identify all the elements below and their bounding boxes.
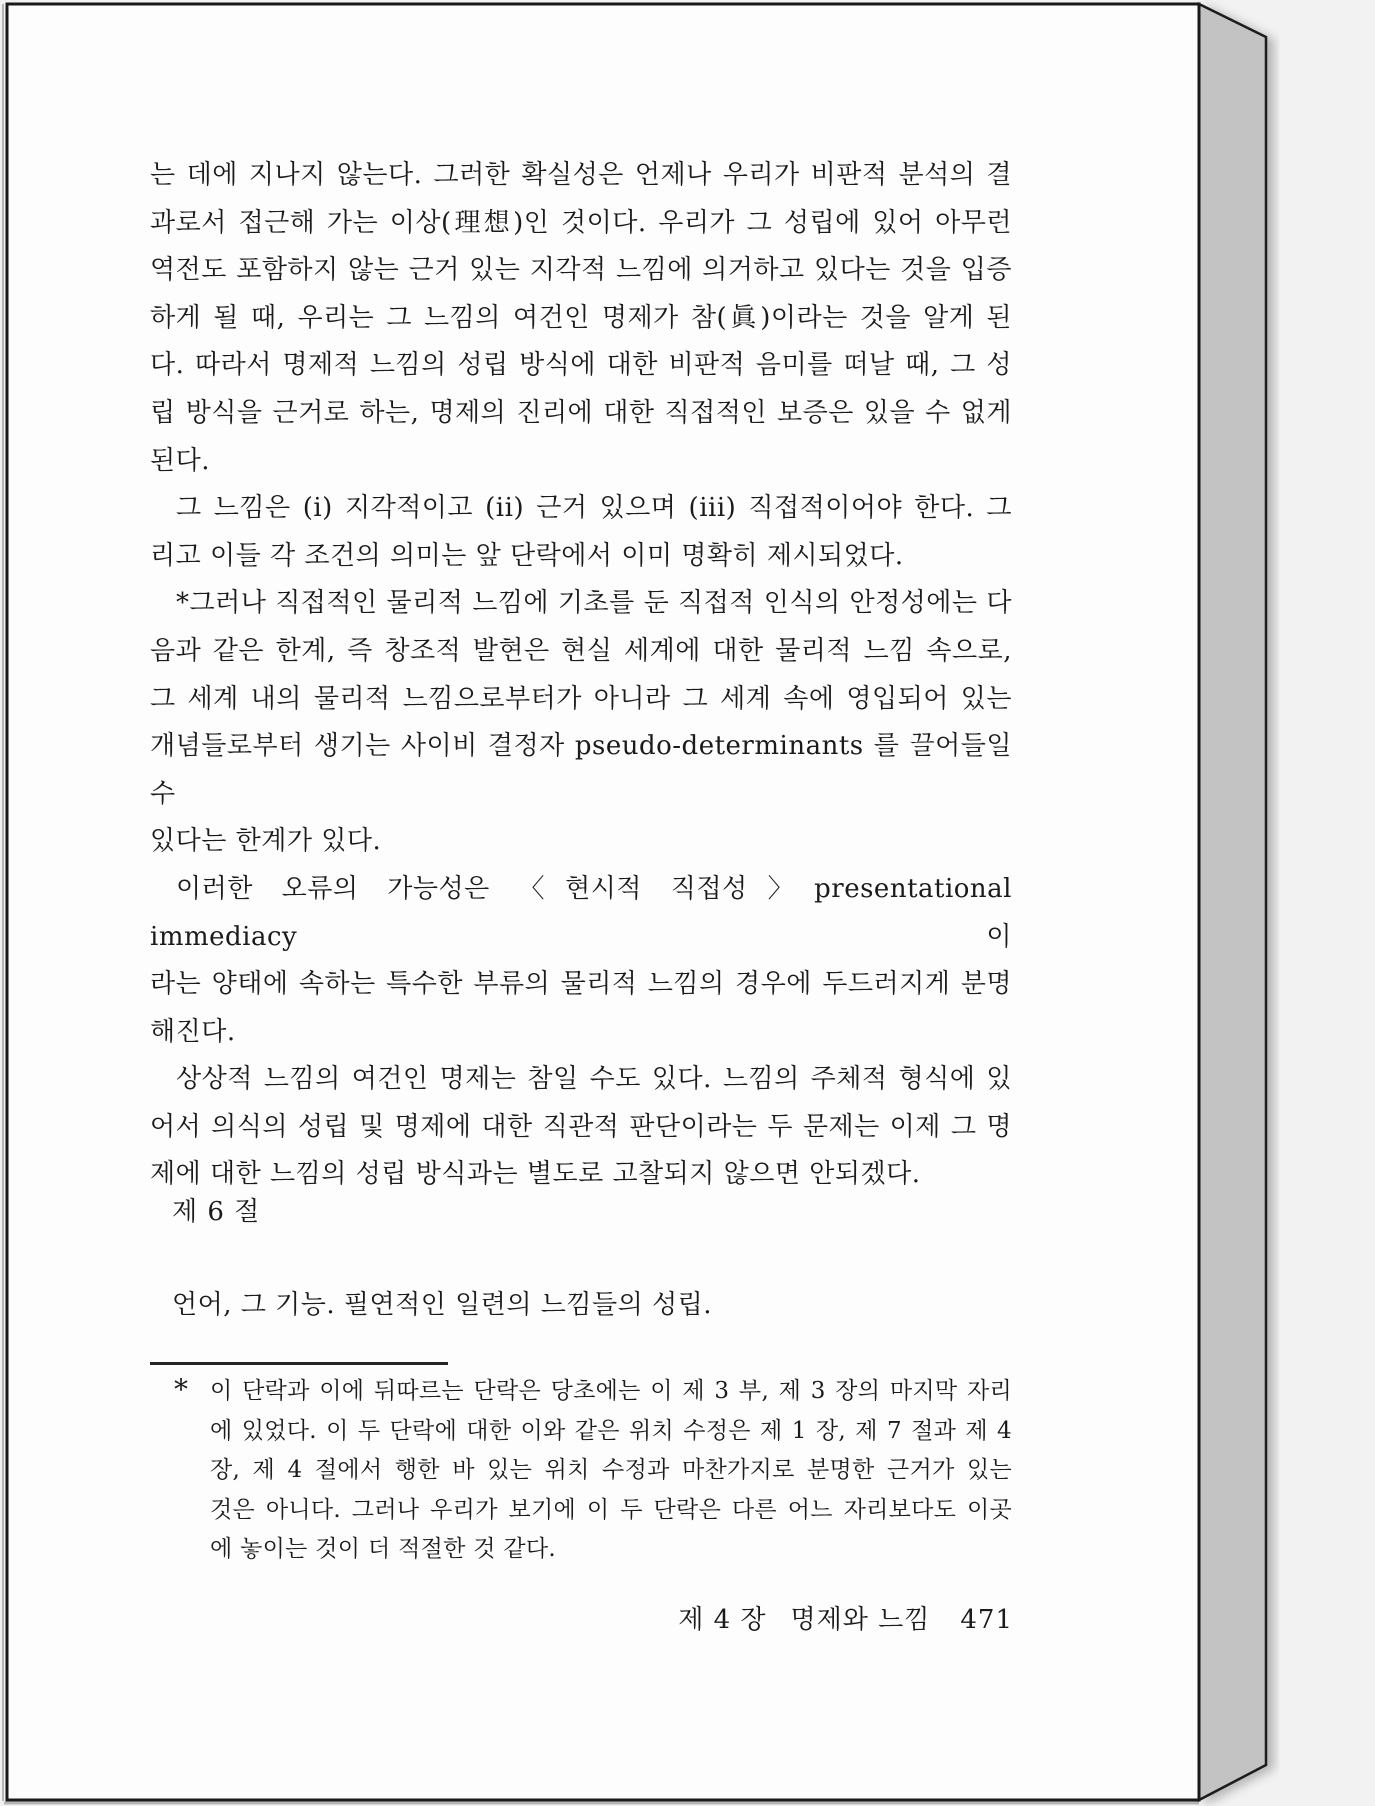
page-footer — [150, 1597, 1013, 1645]
body-line: 립 방식을 근거로 하는, 명제의 진리에 대한 직접적인 보증은 있을 수 없게 — [150, 397, 1012, 428]
footer-chapter: 제 4 장 — [678, 1605, 767, 1635]
footnote-marker: * — [174, 1373, 188, 1406]
body-line: 있다는 한계가 있다. — [150, 826, 382, 857]
body-line: 하게 될 때, 우리는 그 느낌의 여건인 명제가 참(眞)이라는 것을 알게 된 — [150, 302, 1012, 333]
body-text — [150, 152, 1012, 1199]
footnote-line: 이 단락과 이에 뒤따르는 단락은 당초에는 이 제 3 부, 제 3 장의 마지막 자리 — [210, 1378, 1012, 1404]
footnote-line: 에 있었다. 이 두 단락에 대한 이와 같은 위치 수정은 제 1 장, 제 7 절과 제 4 — [210, 1417, 1012, 1444]
body-line: 역전도 포함하지 않는 근거 있는 지각적 느낌에 의거하고 있다는 것을 입증 — [150, 255, 1012, 286]
body-line: 그 느낌은 (i) 지각적이고 (ii) 근거 있으며 (iii) 직접적이어야 한다. 그 — [176, 493, 1012, 524]
body-line: 개념들로부터 생기는 사이비 결정자 pseudo-determinants 를 끌어들일 수 — [150, 731, 1012, 809]
body-line: 는 데에 지나지 않는다. 그러한 확실성은 언제나 우리가 비판적 분석의 결 — [150, 160, 1012, 190]
footnote-line: 에 놓이는 것이 더 적절한 것 같다. — [210, 1536, 557, 1563]
body-line: 제에 대한 느낌의 성립 방식과는 별도로 고찰되지 않으면 안되겠다. — [150, 1159, 921, 1190]
footnote-line: 장, 제 4 절에서 행한 바 있는 위치 수정과 마찬가지로 분명한 근거가 있는 — [210, 1457, 1012, 1484]
footnote — [150, 1372, 1012, 1570]
footer-section-title: 명제와 느낌 — [790, 1605, 931, 1635]
body-line: 이러한 오류의 가능성은 〈현시적 직접성〉presentational immediacy 이 — [150, 873, 1012, 952]
body-line: *그러나 직접적인 물리적 느낌에 기초를 둔 직접적 인식의 안정성에는 다 — [176, 588, 1012, 619]
body-line: 된다. — [150, 445, 210, 476]
body-line: 과로서 접근해 가는 이상(理想)인 것이다. 우리가 그 성립에 있어 아무런 — [150, 207, 1012, 238]
body-line: 음과 같은 한계, 즉 창조적 발현은 현실 세계에 대한 물리적 느낌 속으로, — [150, 635, 1012, 666]
body-line: 상상적 느낌의 여건인 명제는 참일 수도 있다. 느낌의 주체적 형식에 있 — [176, 1064, 1012, 1095]
body-line: 그 세계 내의 물리적 느낌으로부터가 아니라 그 세계 속에 영입되어 있는 — [150, 683, 1012, 714]
footer-page-number: 471 — [960, 1605, 1013, 1635]
body-line: 어서 의식의 성립 및 명제에 대한 직관적 판단이라는 두 문제는 이제 그 명 — [150, 1111, 1012, 1142]
body-line: 라는 양태에 속하는 특수한 부류의 물리적 느낌의 경우에 두드러지게 분명 — [150, 969, 1012, 1000]
footnote-line: 것은 아니다. 그러나 우리가 보기에 이 두 단락은 다른 어느 자리보다도 이곳 — [210, 1496, 1012, 1523]
footnote-divider — [150, 1362, 448, 1365]
body-line: 다. 따라서 명제적 느낌의 성립 방식에 대한 비판적 음미를 떠날 때, 그 성 — [150, 350, 1012, 381]
footnote-text — [210, 1372, 1012, 1570]
section-number: 제 6 절 — [172, 1197, 261, 1227]
body-line: 해진다. — [150, 1016, 236, 1047]
body-line: 리고 이들 각 조건의 의미는 앞 단락에서 이미 명확히 제시되었다. — [150, 540, 904, 571]
section-title: 언어, 그 기능. 필연적인 일련의 느낌들의 성립. — [172, 1290, 712, 1320]
